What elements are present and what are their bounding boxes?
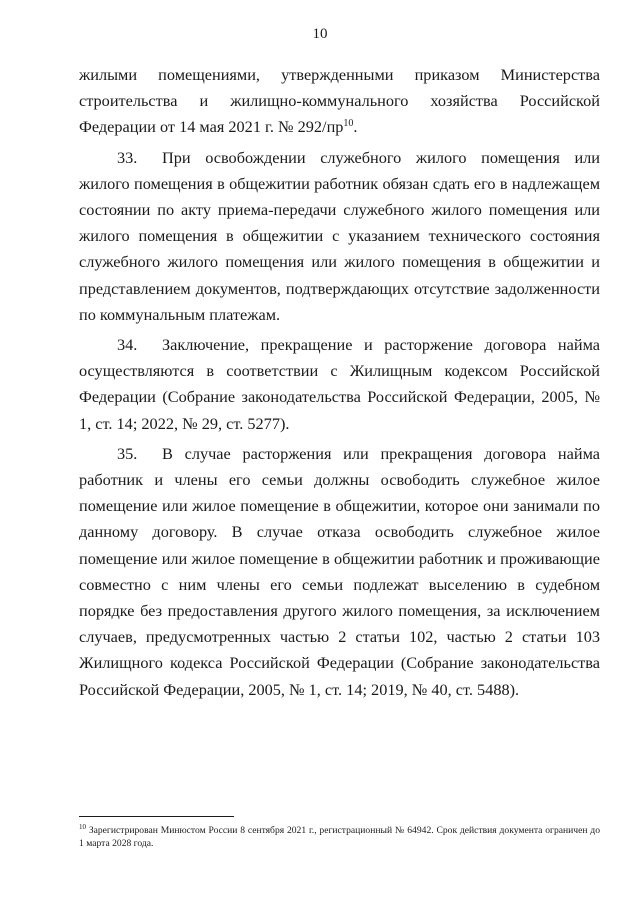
page-number: 10 [312, 26, 328, 42]
paragraph-continuation-text: жилыми помещениями, утвержденными приказом Министерства строительства и жилищно-коммунального хозяйства Российской Федерации от 14 мая 2021 г. № 292/пр [79, 65, 600, 137]
footnote [79, 824, 600, 850]
paragraph-33-text: При освобождении служебного жилого помещения или жилого помещения в общежитии работник обязан сдать его в надлежащем состоянии по акту приема-передачи служебного жилого помещения или жилого помещения в общежитии с указанием технического состояния служебного жилого помещения или жилого помещения в общежитии и представлением документов, подтверждающих отсутствие задолженности по коммунальным платежам. [79, 147, 600, 324]
footnote-text: Зарегистрирован Минюстом России 8 сентября 2021 г., регистрационный № 64942. Срок действия документа ограничен до 1 марта 2028 года. [79, 825, 600, 849]
paragraph-35-number: 35. [117, 443, 138, 463]
paragraph-continuation [79, 62, 600, 141]
document-body [79, 62, 600, 707]
paragraph-34-number: 34. [117, 335, 138, 355]
footnote-marker: 10 [79, 823, 86, 831]
paragraph-33-number: 33. [117, 147, 138, 167]
paragraph-33 [79, 145, 600, 328]
paragraph-continuation-tail: . [353, 117, 358, 137]
footnote-separator [79, 816, 234, 817]
paragraph-34-text: Заключение, прекращение и расторжение договора найма осуществляются в соответствии с Жилищным кодексом Российской Федерации (Собрание законодательства Российской Федерации, 2005, № 1, ст. 14; 2022, № 29, ст. 5277). [79, 335, 600, 433]
paragraph-34 [79, 332, 600, 437]
paragraph-35 [79, 441, 600, 703]
footnote-reference: 10 [343, 118, 354, 130]
paragraph-35-text: В случае расторжения или прекращения договора найма работник и члены его семьи должны освободить служебное жилое помещение или жилое помещение в общежитии, которое они занимали по данному договору. В случае отказа освободить служебное жилое помещение или жилое помещение в общежитии работник и проживающие совместно с ним члены его семьи подлежат выселению в судебном порядке без предоставления другого жилого помещения, за исключением случаев, предусмотренных частью 2 статьи 102, частью 2 статьи 103 Жилищного кодекса Российской Федерации (Собрание законодательства Российской Федерации, 2005, № 1, ст. 14; 2019, № 40, ст. 5488). [79, 443, 600, 699]
